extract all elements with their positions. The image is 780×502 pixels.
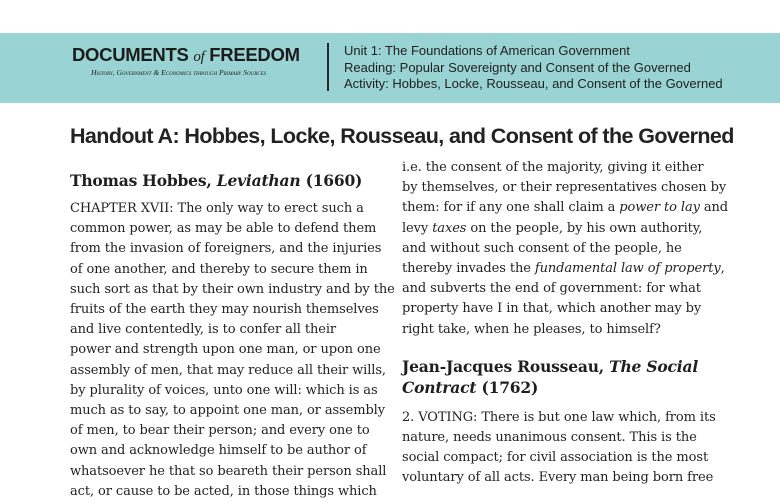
header-divider — [327, 43, 329, 91]
locke-line: and subverts the end of government: for what — [402, 281, 701, 297]
activity-label: Activity: Hobbes, Locke, Rousseau, and Consent of the Governed — [344, 76, 723, 92]
text-line: of one another, and thereby to secure them in — [70, 261, 368, 277]
text-line: power and strength upon one man, or upon one — [70, 342, 381, 358]
handout-title: Handout A: Hobbes, Locke, Rousseau, and Consent of the Governed — [70, 124, 734, 148]
logo-title: DOCUMENTS of FREEDOM — [72, 44, 300, 65]
logo-tagline: History, Government & Economics through Primary Sources — [91, 68, 267, 77]
reading-label: Reading: Popular Sovereignty and Consent of the Governed — [344, 59, 691, 75]
locke-line: right take, when he pleases, to himself? — [402, 321, 661, 337]
locke-excerpt-continued — [402, 158, 729, 340]
right-column — [402, 158, 729, 489]
text-line: from the invasion of foreigners, and the injuries — [70, 241, 382, 257]
text-line: nature, needs unanimous consent. This is the — [402, 430, 697, 446]
locke-line: i.e. the consent of the majority, giving it either — [402, 160, 704, 175]
text-line: fruits of the earth they may nourish themselves — [70, 302, 379, 318]
header-meta — [344, 43, 723, 93]
hobbes-excerpt — [70, 199, 395, 502]
unit-label: Unit 1: The Foundations of American Government — [344, 43, 630, 58]
text-line: 2. VOTING: There is but one law which, from its — [402, 409, 716, 425]
text-line: common power, as may be able to defend them — [70, 221, 377, 237]
locke-line: property have I in that, which another may by — [402, 301, 702, 317]
text-line: of men, to bear their person; and every one to — [70, 423, 370, 439]
locke-line: and without such consent of the people, he — [402, 240, 682, 256]
text-line: social compact; for civil association is the most — [402, 450, 709, 466]
text-line: act, or cause to be acted, in those things which — [70, 483, 377, 499]
rousseau-excerpt — [402, 408, 722, 489]
text-line: whatsoever he that so beareth their person shall — [70, 463, 387, 479]
locke-line: them: for if any one shall claim a power to lay and — [402, 200, 729, 216]
left-column — [70, 170, 395, 502]
text-line: such sort as that by their own industry and by the — [70, 281, 395, 297]
locke-line: by themselves, or their representatives chosen by — [402, 180, 727, 196]
text-line: much as to say, to appoint one man, or assembly — [70, 403, 385, 419]
text-line: assembly of men, that may reduce all their wills, — [70, 362, 386, 378]
rousseau-heading: Jean-Jacques Rousseau, The Social Contract (1762) — [402, 356, 699, 397]
locke-line: thereby invades the fundamental law of property, — [402, 261, 725, 277]
locke-line: levy taxes on the people, by his own authority, — [402, 220, 703, 236]
text-line: by plurality of voices, unto one will: which is as — [70, 382, 378, 398]
hobbes-heading: Thomas Hobbes, Leviathan (1660) — [70, 171, 363, 190]
text-line: own and acknowledge himself to be author of — [70, 443, 367, 459]
text-line: and live contentedly, is to confer all their — [70, 322, 337, 338]
text-line: CHAPTER XVII: The only way to erect such a — [70, 201, 364, 216]
text-line: voluntary of all acts. Every man being born free — [402, 470, 714, 486]
documents-of-freedom-logo — [72, 44, 317, 78]
